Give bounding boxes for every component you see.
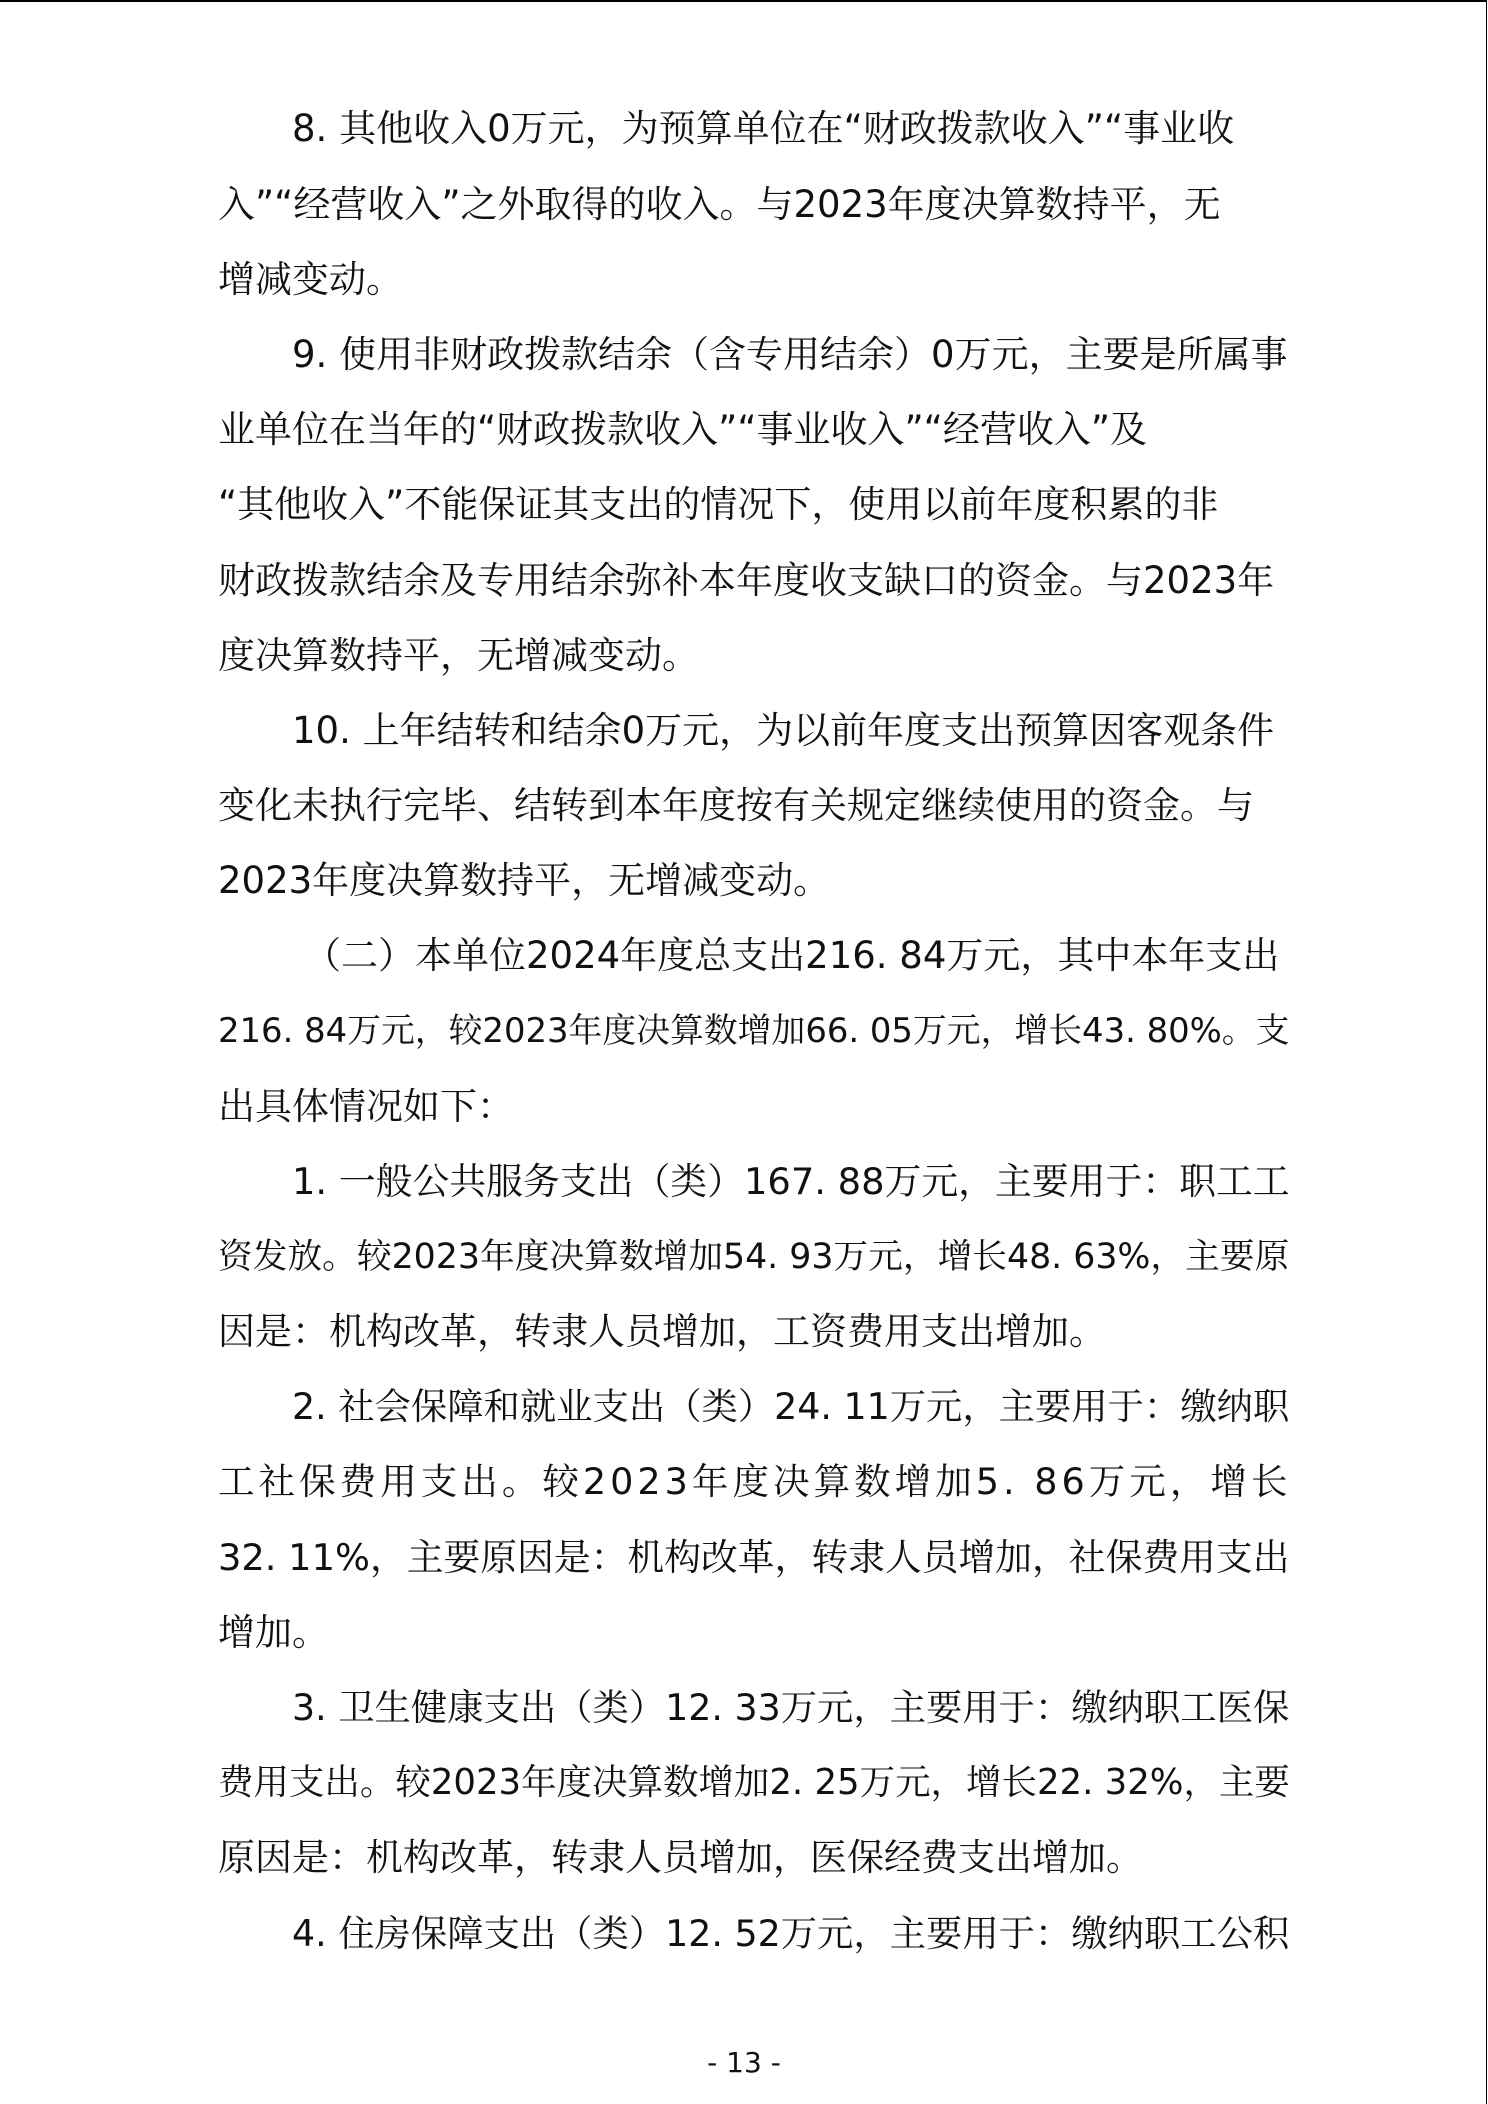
paragraph-line: 变化未执行完毕、结转到本年度按有关规定继续使用的资金。与 (218, 784, 1254, 827)
paragraph-line: 财政拨款结余及专用结余弥补本年度收支缺口的资金。与2023年 (218, 559, 1275, 602)
paragraph-line: 216. 84万元，较2023年度决算数增加66. 05万元，增长43. 80%。支 (218, 1011, 1290, 1050)
paragraph-line: 10. 上年结转和结余0万元，为以前年度支出预算因客观条件 (292, 709, 1275, 752)
paragraph-line: 32. 11%，主要原因是：机构改革，转隶人员增加，社保费用支出 (218, 1536, 1290, 1579)
paragraph-line: 3. 卫生健康支出（类）12. 33万元，主要用于：缴纳职工医保 (292, 1686, 1290, 1729)
paragraph-line: 工社保费用支出。较2023年度决算数增加5. 86万元，增长 (218, 1460, 1292, 1503)
paragraph-line: 8. 其他收入0万元，为预算单位在“财政拨款收入”“事业收 (292, 107, 1235, 150)
section-heading-line: （二）本单位2024年度总支出216. 84万元，其中本年支出 (304, 934, 1280, 977)
paragraph-line: 2023年度决算数持平，无增减变动。 (218, 859, 831, 902)
paragraph-line: 4. 住房保障支出（类）12. 52万元，主要用于：缴纳职工公积 (292, 1912, 1290, 1955)
paragraph-line: 入”“经营收入”之外取得的收入。与2023年度决算数持平，无 (218, 183, 1221, 226)
paragraph-line: 因是：机构改革，转隶人员增加，工资费用支出增加。 (218, 1310, 1106, 1353)
paragraph-line: 度决算数持平，无增减变动。 (218, 634, 699, 677)
paragraph-line: 出具体情况如下： (218, 1085, 514, 1128)
paragraph-line: 增加。 (218, 1611, 329, 1654)
paragraph-line: 费用支出。较2023年度决算数增加2. 25万元，增长22. 32%，主要 (218, 1762, 1290, 1803)
paragraph-line: 增减变动。 (218, 258, 403, 301)
page-number: - 13 - (707, 2046, 781, 2079)
paragraph-line: 9. 使用非财政拨款结余（含专用结余）0万元，主要是所属事 (292, 333, 1288, 376)
paragraph-line: 原因是：机构改革，转隶人员增加，医保经费支出增加。 (218, 1836, 1143, 1879)
paragraph-line: 2. 社会保障和就业支出（类）24. 11万元，主要用于：缴纳职 (292, 1385, 1290, 1428)
paragraph-line: 资发放。较2023年度决算数增加54. 93万元，增长48. 63%，主要原 (218, 1237, 1290, 1277)
paragraph-line: “其他收入”不能保证其支出的情况下，使用以前年度积累的非 (218, 483, 1219, 526)
paragraph-line: 业单位在当年的“财政拨款收入”“事业收入”“经营收入”及 (218, 408, 1148, 451)
paragraph-line: 1. 一般公共服务支出（类）167. 88万元，主要用于：职工工 (292, 1160, 1290, 1203)
